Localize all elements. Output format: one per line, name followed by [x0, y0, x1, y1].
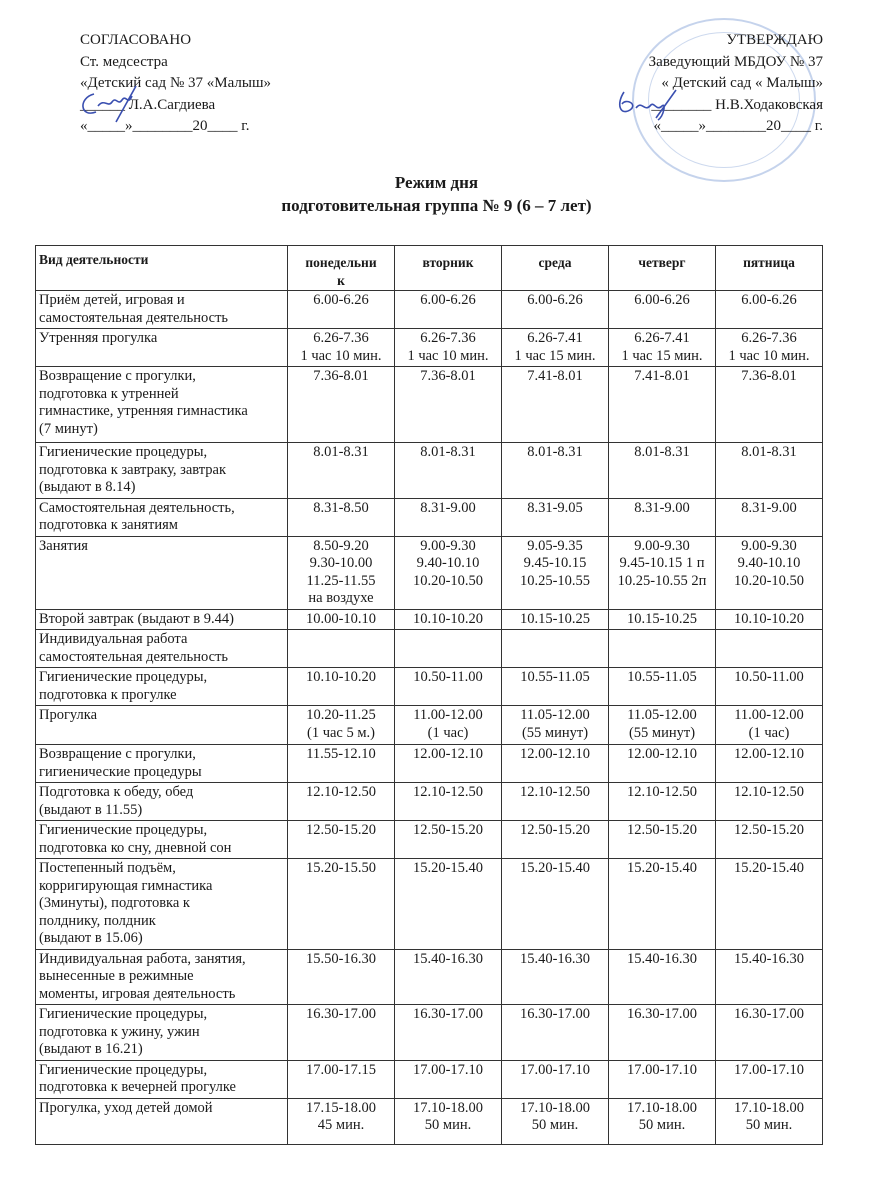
time-cell: 12.00-12.10 — [395, 745, 502, 783]
time-cell: 6.26-7.41 1 час 15 мин. — [502, 329, 609, 367]
page-title: Режим дня — [394, 173, 479, 192]
table-row — [36, 1005, 823, 1061]
time-cell: 10.20-11.25 (1 час 5 м.) — [288, 706, 395, 745]
time-cell: 11.55-12.10 — [288, 745, 395, 783]
activity-cell: Самостоятельная деятельность, подготовка к занятиям — [36, 498, 288, 536]
time-cell: 16.30-17.00 — [288, 1005, 395, 1061]
table-row — [36, 536, 823, 609]
time-cell — [288, 630, 395, 668]
time-cell: 6.00-6.26 — [502, 291, 609, 329]
approval-heading: УТВЕРЖДАЮ — [726, 32, 823, 48]
time-cell: 9.00-9.30 9.40-10.10 10.20-10.50 — [395, 536, 502, 609]
time-cell: 6.00-6.26 — [395, 291, 502, 329]
time-cell: 10.10-10.20 — [716, 609, 823, 630]
time-cell: 12.10-12.50 — [502, 783, 609, 821]
time-cell: 17.00-17.15 — [288, 1060, 395, 1098]
time-cell: 15.20-15.40 — [716, 859, 823, 950]
time-cell: 8.01-8.31 — [288, 443, 395, 499]
time-cell: 10.50-11.00 — [716, 668, 823, 706]
table-row — [36, 630, 823, 668]
approval-organization: «Детский сад № 37 «Малыш» — [80, 75, 271, 91]
activity-cell: Постепенный подъём, корригирующая гимнастика (3минуты), подготовка к полднику, полдник (выдают в 15.06) — [36, 859, 288, 950]
approval-signature-line: ______ Л.А.Сагдиева — [80, 96, 216, 113]
table-row — [36, 329, 823, 367]
table-row — [36, 443, 823, 499]
approval-position: Ст. медсестра — [80, 53, 168, 70]
time-cell: 12.50-15.20 — [609, 821, 716, 859]
signature-left — [76, 84, 146, 124]
time-cell: 9.00-9.30 9.40-10.10 10.20-10.50 — [716, 536, 823, 609]
time-cell: 6.26-7.36 1 час 10 мин. — [716, 329, 823, 367]
table-row — [36, 745, 823, 783]
time-cell: 8.01-8.31 — [716, 443, 823, 499]
table-row — [36, 1098, 823, 1144]
time-cell: 6.26-7.36 1 час 10 мин. — [288, 329, 395, 367]
time-cell: 7.41-8.01 — [609, 367, 716, 443]
activity-cell: Прогулка, уход детей домой — [36, 1098, 288, 1144]
time-cell: 11.05-12.00 (55 минут) — [502, 706, 609, 745]
time-cell: 15.40-16.30 — [716, 949, 823, 1005]
time-cell: 7.41-8.01 — [502, 367, 609, 443]
time-cell: 8.31-9.00 — [395, 498, 502, 536]
approval-signature-line: ________ Н.В.Ходаковская — [651, 96, 823, 113]
column-header-day: пятница — [716, 246, 823, 291]
time-cell: 10.15-10.25 — [609, 609, 716, 630]
time-cell: 15.40-16.30 — [502, 949, 609, 1005]
time-cell: 10.00-10.10 — [288, 609, 395, 630]
time-cell: 10.50-11.00 — [395, 668, 502, 706]
time-cell: 17.00-17.10 — [395, 1060, 502, 1098]
time-cell: 15.50-16.30 — [288, 949, 395, 1005]
table-row — [36, 609, 823, 630]
time-cell: 7.36-8.01 — [395, 367, 502, 443]
time-cell: 12.00-12.10 — [716, 745, 823, 783]
time-cell: 6.26-7.36 1 час 10 мин. — [395, 329, 502, 367]
time-cell: 8.01-8.31 — [395, 443, 502, 499]
time-cell: 6.00-6.26 — [288, 291, 395, 329]
time-cell: 15.20-15.40 — [609, 859, 716, 950]
time-cell: 16.30-17.00 — [716, 1005, 823, 1061]
time-cell: 11.00-12.00 (1 час) — [716, 706, 823, 745]
activity-cell: Индивидуальная работа самостоятельная деятельность — [36, 630, 288, 668]
time-cell — [609, 630, 716, 668]
time-cell: 15.40-16.30 — [609, 949, 716, 1005]
time-cell: 15.20-15.40 — [395, 859, 502, 950]
approval-position: Заведующий МБДОУ № 37 — [648, 53, 823, 70]
activity-cell: Подготовка к обеду, обед (выдают в 11.55) — [36, 783, 288, 821]
table-row — [36, 821, 823, 859]
time-cell: 12.10-12.50 — [609, 783, 716, 821]
time-cell: 10.55-11.05 — [609, 668, 716, 706]
time-cell: 8.31-8.50 — [288, 498, 395, 536]
activity-cell: Гигиенические процедуры, подготовка к завтраку, завтрак (выдают в 8.14) — [36, 443, 288, 499]
time-cell: 15.20-15.40 — [502, 859, 609, 950]
time-cell: 12.50-15.20 — [395, 821, 502, 859]
time-cell: 17.00-17.10 — [502, 1060, 609, 1098]
table-row — [36, 783, 823, 821]
time-cell: 11.05-12.00 (55 минут) — [609, 706, 716, 745]
approval-organization: « Детский сад « Малыш» — [661, 75, 823, 91]
table-row — [36, 498, 823, 536]
time-cell: 16.30-17.00 — [609, 1005, 716, 1061]
time-cell: 8.01-8.31 — [502, 443, 609, 499]
time-cell: 12.00-12.10 — [502, 745, 609, 783]
page-subtitle: подготовительная группа № 9 (6 – 7 лет) — [281, 196, 592, 215]
table-row — [36, 1060, 823, 1098]
time-cell: 6.00-6.26 — [716, 291, 823, 329]
time-cell: 17.10-18.00 50 мин. — [609, 1098, 716, 1144]
activity-cell: Приём детей, игровая и самостоятельная деятельность — [36, 291, 288, 329]
column-header-activity: Вид деятельности — [36, 246, 288, 291]
activity-cell: Возвращение с прогулки, гигиенические процедуры — [36, 745, 288, 783]
time-cell: 8.31-9.05 — [502, 498, 609, 536]
time-cell: 9.05-9.35 9.45-10.15 10.25-10.55 — [502, 536, 609, 609]
column-header-day: вторник — [395, 246, 502, 291]
activity-cell: Гигиенические процедуры, подготовка к ужину, ужин (выдают в 16.21) — [36, 1005, 288, 1061]
time-cell: 17.00-17.10 — [609, 1060, 716, 1098]
column-header-day: четверг — [609, 246, 716, 291]
activity-cell: Гигиенические процедуры, подготовка к прогулке — [36, 668, 288, 706]
time-cell: 17.00-17.10 — [716, 1060, 823, 1098]
column-header-day: понедельни к — [288, 246, 395, 291]
time-cell: 6.26-7.41 1 час 15 мин. — [609, 329, 716, 367]
time-cell: 12.50-15.20 — [502, 821, 609, 859]
time-cell: 17.10-18.00 50 мин. — [502, 1098, 609, 1144]
time-cell: 15.40-16.30 — [395, 949, 502, 1005]
activity-cell: Индивидуальная работа, занятия, вынесенные в режимные моменты, игровая деятельность — [36, 949, 288, 1005]
time-cell: 12.10-12.50 — [395, 783, 502, 821]
time-cell — [395, 630, 502, 668]
time-cell: 10.15-10.25 — [502, 609, 609, 630]
time-cell: 8.31-9.00 — [716, 498, 823, 536]
time-cell: 12.10-12.50 — [288, 783, 395, 821]
time-cell: 6.00-6.26 — [609, 291, 716, 329]
time-cell: 11.00-12.00 (1 час) — [395, 706, 502, 745]
time-cell: 15.20-15.50 — [288, 859, 395, 950]
time-cell: 12.00-12.10 — [609, 745, 716, 783]
time-cell: 12.10-12.50 — [716, 783, 823, 821]
time-cell: 16.30-17.00 — [502, 1005, 609, 1061]
approval-date-line: «_____»________20____ г. — [80, 118, 250, 134]
activity-cell: Гигиенические процедуры, подготовка ко сну, дневной сон — [36, 821, 288, 859]
table-row — [36, 291, 823, 329]
time-cell: 10.10-10.20 — [395, 609, 502, 630]
activity-cell: Второй завтрак (выдают в 9.44) — [36, 609, 288, 630]
schedule-table — [35, 245, 823, 1145]
time-cell: 17.10-18.00 50 мин. — [395, 1098, 502, 1144]
time-cell: 17.10-18.00 50 мин. — [716, 1098, 823, 1144]
column-header-day: среда — [502, 246, 609, 291]
time-cell: 16.30-17.00 — [395, 1005, 502, 1061]
table-row — [36, 706, 823, 745]
table-row — [36, 859, 823, 950]
time-cell: 9.00-9.30 9.45-10.15 1 п 10.25-10.55 2п — [609, 536, 716, 609]
time-cell: 7.36-8.01 — [288, 367, 395, 443]
activity-cell: Занятия — [36, 536, 288, 609]
time-cell: 10.10-10.20 — [288, 668, 395, 706]
time-cell: 8.01-8.31 — [609, 443, 716, 499]
time-cell — [716, 630, 823, 668]
table-row — [36, 949, 823, 1005]
table-row — [36, 367, 823, 443]
time-cell: 12.50-15.20 — [716, 821, 823, 859]
activity-cell: Гигиенические процедуры, подготовка к вечерней прогулке — [36, 1060, 288, 1098]
time-cell — [502, 630, 609, 668]
activity-cell: Прогулка — [36, 706, 288, 745]
table-row — [36, 668, 823, 706]
time-cell: 7.36-8.01 — [716, 367, 823, 443]
approval-heading: СОГЛАСОВАНО — [80, 32, 192, 48]
approval-date-line: «_____»________20____ г. — [653, 118, 823, 134]
time-cell: 10.55-11.05 — [502, 668, 609, 706]
time-cell: 8.50-9.20 9.30-10.00 11.25-11.55 на воздухе — [288, 536, 395, 609]
table-header-row — [36, 246, 823, 291]
activity-cell: Утренняя прогулка — [36, 329, 288, 367]
activity-cell: Возвращение с прогулки, подготовка к утренней гимнастике, утренняя гимнастика (7 минут) — [36, 367, 288, 443]
time-cell: 8.31-9.00 — [609, 498, 716, 536]
signature-right — [612, 84, 682, 124]
time-cell: 12.50-15.20 — [288, 821, 395, 859]
time-cell: 17.15-18.00 45 мин. — [288, 1098, 395, 1144]
